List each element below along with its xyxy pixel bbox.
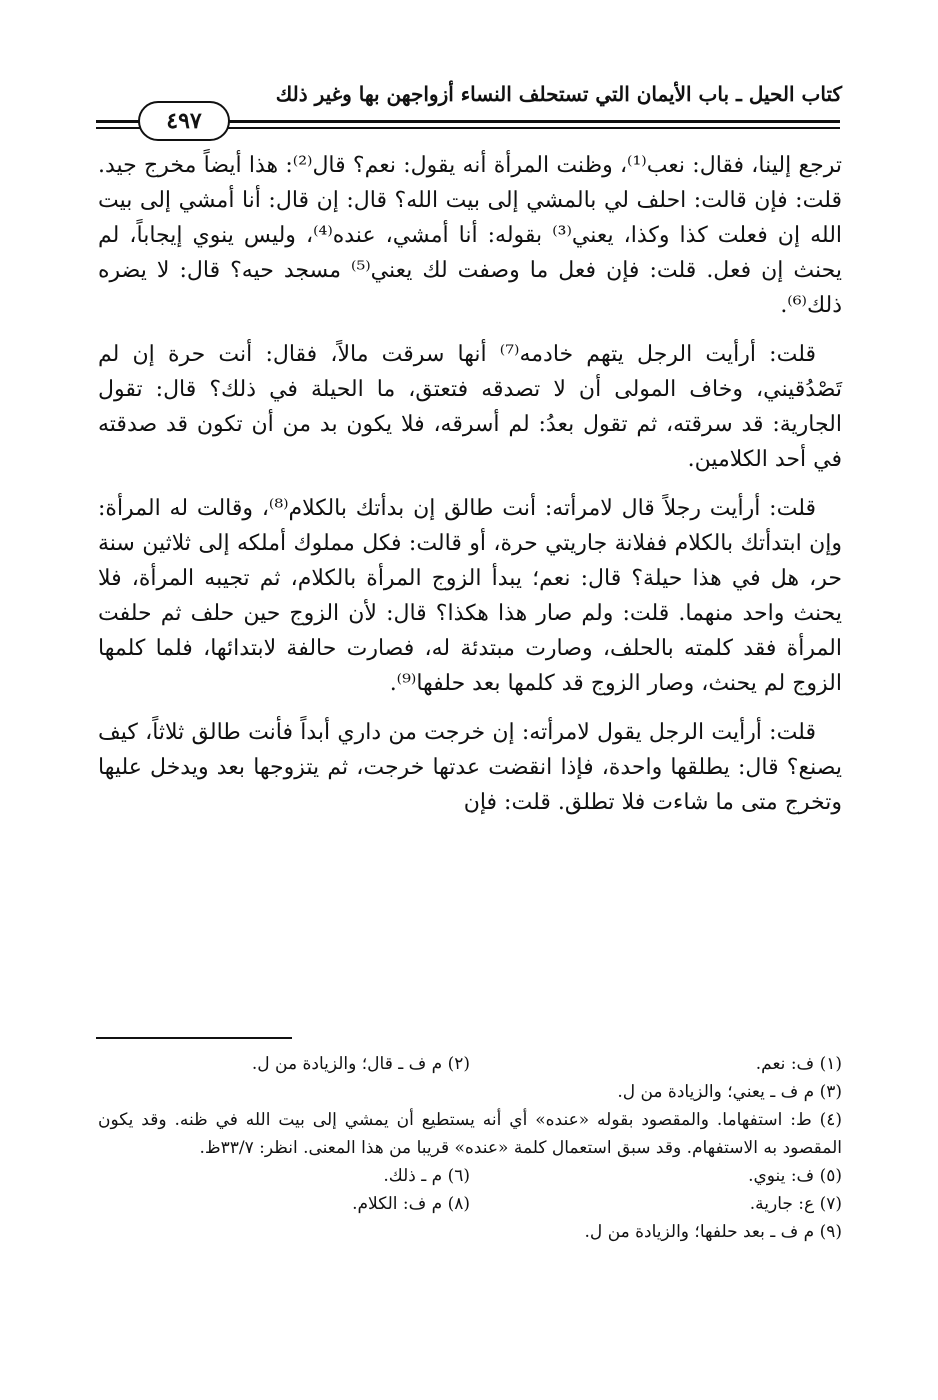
footnote-row <box>98 1078 842 1106</box>
footnote: (٥) ف: ينوي. <box>748 1166 842 1186</box>
footnote-row <box>98 1162 842 1190</box>
main-text <box>98 148 842 834</box>
paragraph: ترجع إلينا، فقال: نعب⁽¹⁾، وظنت المرأة أنه يقول: نعم؟ قال⁽²⁾: هذا أيضاً مخرج جيد. قلت: فإن قالت: احلف لي بالمشي إلى بيت الله؟ قال: إن قال: أنا أمشي إلى بيت الله إن فعلت كذا وكذا، يعني⁽³⁾ بقوله: أنا أمشي، عنده⁽⁴⁾، وليس ينوي إيجاباً، لم يحنث إن فعل. قلت: فإن فعل ما وصفت لك يعني⁽⁵⁾ مسجد حيه؟ قال: لا يضره ذلك⁽⁶⁾. <box>98 153 843 318</box>
footnotes <box>98 1050 842 1246</box>
footnote-row <box>98 1190 842 1218</box>
footnote: (٨) م ف: الكلام. <box>352 1194 470 1214</box>
footnote-separator <box>96 1037 292 1039</box>
footnote: (٣) م ف ـ يعني؛ والزيادة من ل. <box>617 1082 842 1102</box>
footnote: (٤) ط: استفهاما. والمقصود بقوله «عنده» أي أنه يستطيع أن يمشي إلى بيت الله في ظنه. وقد يكون المقصود به الاستفهام. وقد سبق استعمال كلمة «عنده» قريبا من هذا المعنى. انظر: ٣٣/٧ظ. <box>98 1110 842 1158</box>
footnote: (٢) م ف ـ قال؛ والزيادة من ل. <box>251 1054 470 1074</box>
footnote: (١) ف: نعم. <box>755 1054 842 1074</box>
footnote-row <box>98 1218 842 1246</box>
paragraph: قلت: أرأيت الرجل يقول لامرأته: إن خرجت من داري أبداً فأنت طالق ثلاثاً، كيف يصنع؟ قال: يطلقها واحدة، فإذا انقضت عدتها خرجت، ثم يتزوجها بعد ويدخل عليها وتخرج متى ما شاءت فلا تطلق. قلت: فإن <box>98 720 842 815</box>
page-number: ٤٩٧ <box>138 101 230 141</box>
paragraph: قلت: أرأيت رجلاً قال لامرأته: أنت طالق إن بدأتك بالكلام⁽⁸⁾، وقالت له المرأة: وإن ابتدأتك بالكلام ففلانة جاريتي حرة، أو قالت: فكل مملوك أملكه إلى ثلاثين سنة حر، هل في هذا حيلة؟ قال: نعم؛ يبدأ الزوج المرأة بالكلام، ثم تجيبه المرأة، فلا يحنث واحد منهما. قلت: ولم صار هذا هكذا؟ قال: لأن الزوج حين حلف ثم حلفت المرأة فقد كلمته بالحلف، وصارت مبتدئة له، فصارت حالفة لابتدائها، فلما كلمها الزوج لم يحنث، وصار الزوج قد كلمها بعد حلفها⁽⁹⁾. <box>98 496 842 696</box>
running-title: كتاب الحيل ـ باب الأيمان التي تستحلف النساء أزواجهن بها وغير ذلك <box>275 82 842 106</box>
paragraph: قلت: أرأيت الرجل يتهم خادمه⁽⁷⁾ أنها سرقت مالاً، فقال: أنت حرة إن لم تَصْدُقيني، وخاف المولى أن لا تصدقه فتعتق، ما الحيلة في ذلك؟ قال: تقول الجارية: قد سرقته، ثم تقول بعدُ: لم أسرقه، فلا يكون بد من أن تكون قد صدقته في أحد الكلامين. <box>98 342 842 472</box>
footnote-row <box>98 1106 842 1162</box>
footnote: (٩) م ف ـ بعد حلفها؛ والزيادة من ل. <box>584 1222 842 1242</box>
footnote-row <box>98 1050 842 1078</box>
footnote: (٦) م ـ ذلك. <box>383 1166 470 1186</box>
footnote: (٧) ع: جارية. <box>749 1194 842 1214</box>
